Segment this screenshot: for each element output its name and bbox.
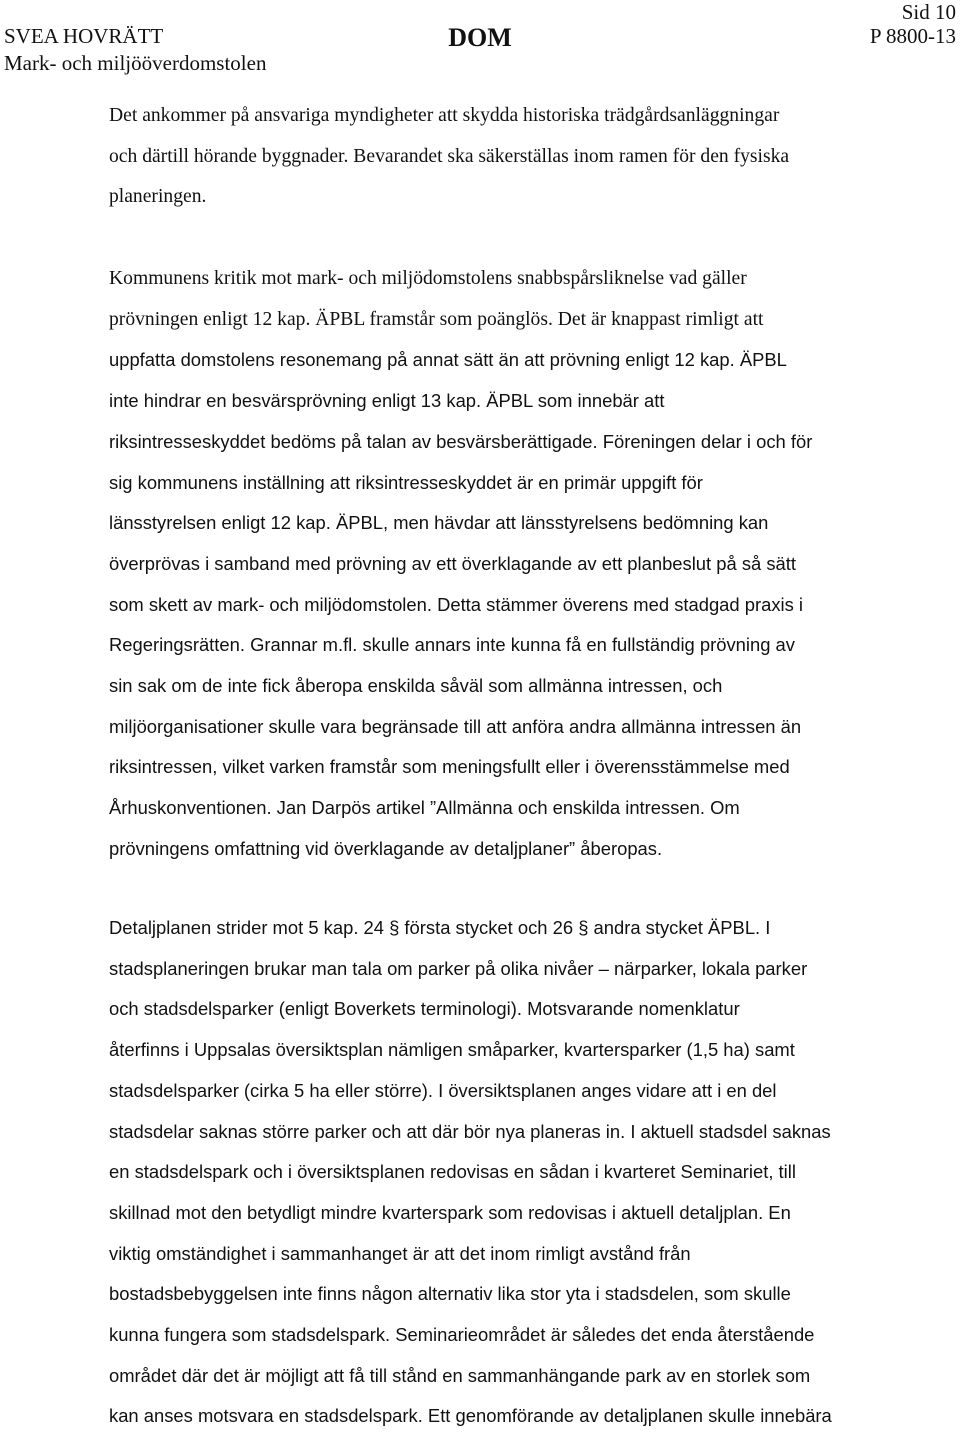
paragraph-line: viktig omständighet i sammanhanget är att det inom rimligt avstånd från bbox=[109, 1242, 691, 1264]
paragraph-line: uppfatta domstolens resonemang på annat sätt än att prövning enligt 12 kap. ÄPBL bbox=[109, 349, 787, 371]
paragraph-line: prövningen enligt 12 kap. ÄPBL framstår som poänglös. Det är knappast rimligt att bbox=[109, 308, 764, 330]
paragraph-line: miljöorganisationer skulle vara begränsade till att anföra andra allmänna intressen än bbox=[109, 715, 802, 737]
paragraph-line: Detaljplanen strider mot 5 kap. 24 § första stycket och 26 § andra stycket ÄPBL. I bbox=[109, 917, 771, 938]
paragraph-line: Det ankommer på ansvariga myndigheter att skydda historiska trädgårdsanläggningar bbox=[109, 105, 780, 126]
court-name: SVEA HOVRÄTT bbox=[4, 24, 164, 48]
paragraph-line: Regeringsrätten. Grannar m.fl. skulle annars inte kunna få en fullständig prövning av bbox=[109, 634, 795, 656]
paragraph-line: återfinns i Uppsalas översiktsplan nämligen småparker, kvartersparker (1,5 ha) samt bbox=[109, 1039, 795, 1061]
paragraph-line: och därtill hörande byggnader. Bevarandet ska säkerställas inom ramen för den fysiska bbox=[109, 145, 790, 167]
paragraph-historic-gardens bbox=[109, 96, 924, 218]
paragraph-line: området där det är möjligt att få till stånd en sammanhängande park av en storlek som bbox=[109, 1364, 811, 1386]
paragraph-line: Århuskonventionen. Jan Darpös artikel ”Allmänna och enskilda intressen. Om bbox=[109, 797, 740, 819]
paragraph-line: skillnad mot den betydligt mindre kvarterspark som redovisas i aktuell detaljplan. En bbox=[109, 1201, 791, 1223]
paragraph-line: planeringen. bbox=[109, 186, 207, 208]
paragraph-line: och stadsdelsparker (enligt Boverkets terminologi). Motsvarande nomenklatur bbox=[109, 998, 740, 1020]
paragraph-line: stadsplaneringen brukar man tala om parker på olika nivåer – närparker, lokala parker bbox=[109, 957, 808, 979]
paragraph-line: stadsdelar saknas större parker och att där bör nya planeras in. I aktuell stadsdel saknas bbox=[109, 1120, 831, 1142]
document-type: DOM bbox=[448, 23, 512, 52]
paragraph-line: kunna fungera som stadsdelspark. Seminarieområdet är således det enda återstående bbox=[109, 1324, 815, 1346]
page-number: Sid 10 bbox=[901, 0, 956, 24]
paragraph-municipality-critique bbox=[109, 259, 924, 870]
subcourt-name: Mark- och miljööverdomstolen bbox=[4, 51, 267, 75]
paragraph-line: en stadsdelspark och i översiktsplanen redovisas en sådan i kvarteret Seminariet, till bbox=[109, 1161, 796, 1183]
paragraph-line: inte hindrar en besvärsprövning enligt 13 kap. ÄPBL som innebär att bbox=[109, 390, 665, 412]
paragraph-line: länsstyrelsen enligt 12 kap. ÄPBL, men hävdar att länsstyrelsens bedömning kan bbox=[109, 512, 769, 534]
paragraph-line: kan anses motsvara en stadsdelspark. Ett genomförande av detaljplanen skulle innebära bbox=[109, 1405, 832, 1427]
paragraph-line: riksintresseskyddet bedöms på talan av besvärsberättigade. Föreningen delar i och för bbox=[109, 430, 813, 452]
paragraph-line: sin sak om de inte fick åberopa enskilda såväl som allmänna intressen, och bbox=[109, 675, 723, 697]
paragraph-line: stadsdelsparker (cirka 5 ha eller större). I översiktsplanen anges vidare att i en del bbox=[109, 1079, 777, 1101]
paragraph-line: prövningens omfattning vid överklagande av detaljplaner” åberopas. bbox=[109, 837, 663, 859]
paragraph-line: sig kommunens inställning att riksintresseskyddet är en primär uppgift för bbox=[109, 471, 703, 493]
paragraph-line: riksintressen, vilket varken framstår som meningsfullt eller i överensstämmelse med bbox=[109, 756, 790, 778]
paragraph-line: Kommunens kritik mot mark- och miljödomstolens snabbspårsliknelse vad gäller bbox=[109, 268, 747, 289]
paragraph-line: bostadsbebyggelsen inte finns någon alternativ lika stor yta i stadsdelen, som skulle bbox=[109, 1283, 791, 1305]
paragraph-detailed-plan bbox=[109, 908, 924, 1437]
paragraph-line: som skett av mark- och miljödomstolen. Detta stämmer överens med stadgad praxis i bbox=[109, 593, 803, 615]
case-number: P 8800-13 bbox=[869, 24, 956, 48]
paragraph-line: överprövas i samband med prövning av ett överklagande av ett planbeslut på så sätt bbox=[109, 552, 796, 574]
